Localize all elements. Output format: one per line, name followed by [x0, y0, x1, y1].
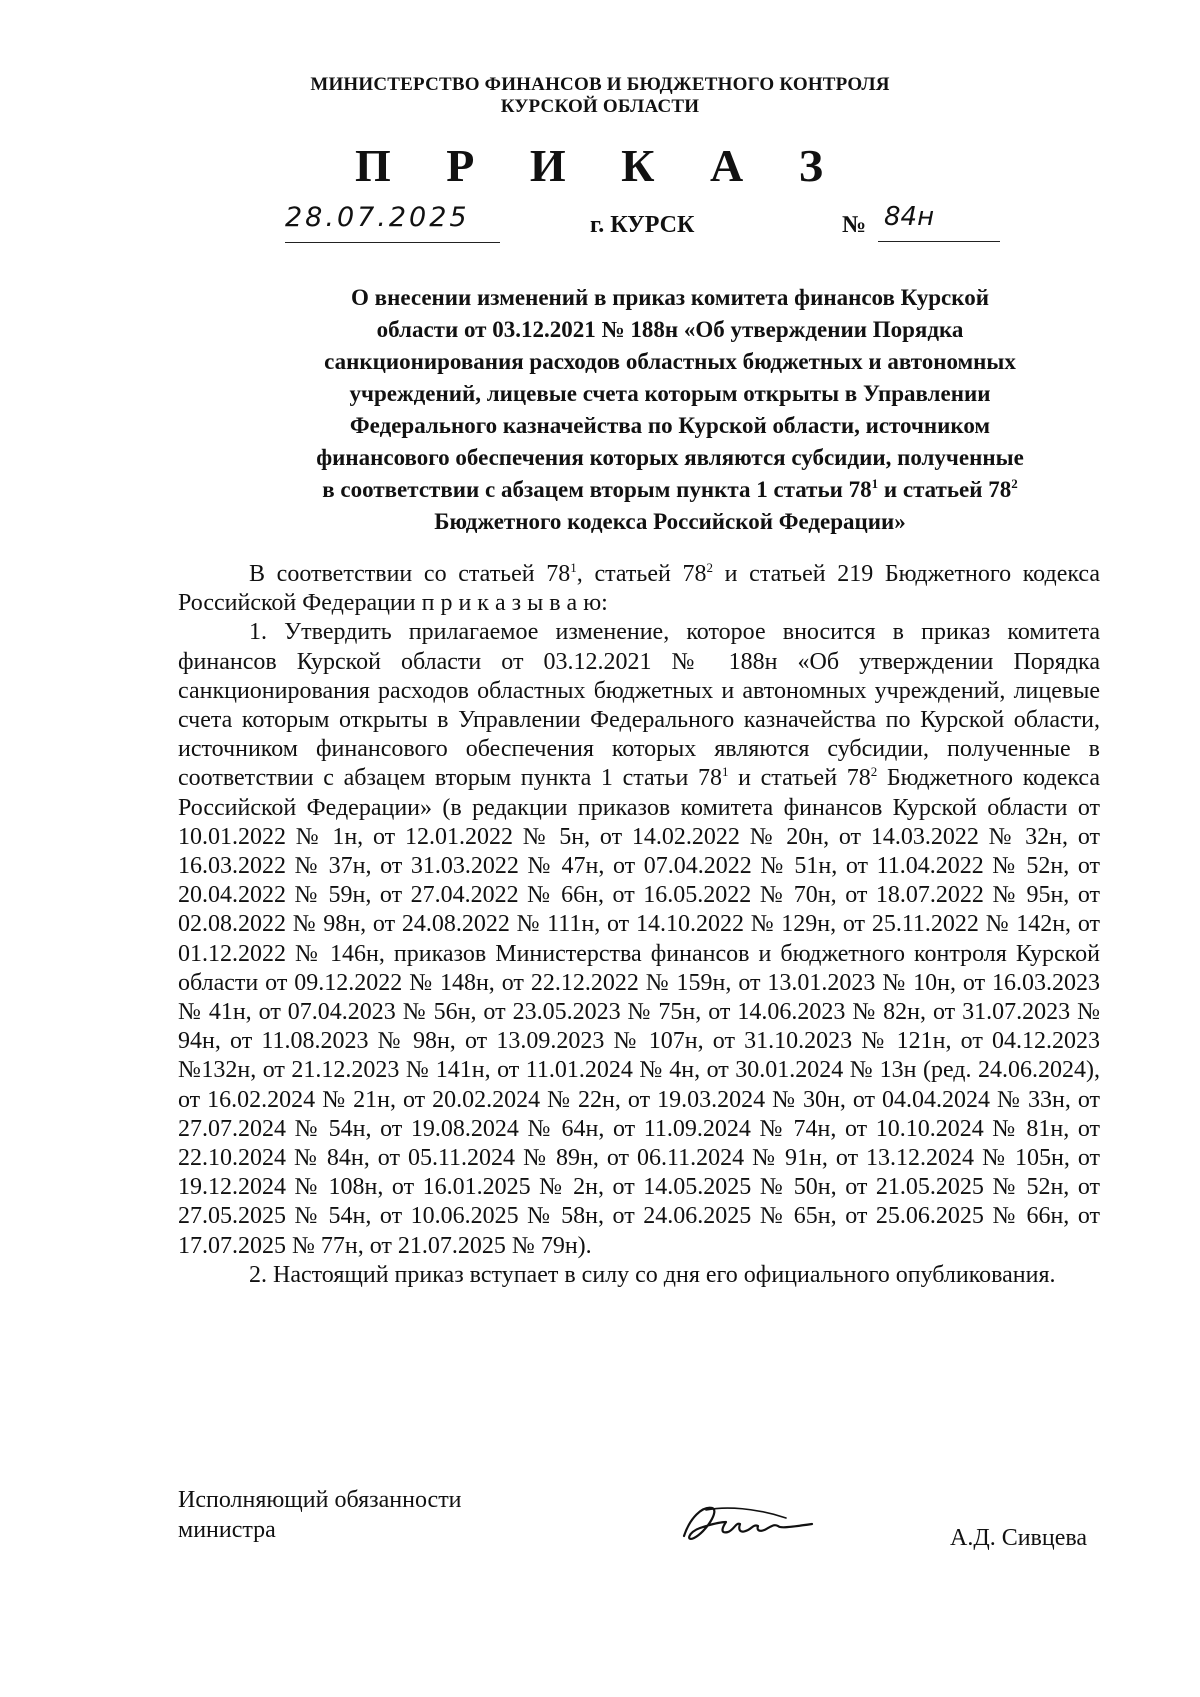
handwritten-signature [676, 1488, 816, 1550]
order-title [240, 282, 1100, 538]
item-1-text: и статьей 78 [728, 765, 871, 792]
title-line: Федерального казначейства по Курской области, источником [349, 413, 991, 438]
item-1-text: 1. Утвердить прилагаемое изменение, которое вносится в приказ комитета финансов Курской области от 03.12.2021 № 188н «Об утверждении Порядка санкционирования расходов областных бюджетных и автономных учреждений, лицевые счета которым открыты в Управлении Федерального казначейства по Курской области, источником финансового обеспечения которых являются субсидии, полученные в соответствии с абзацем вторым пункта 1 статьи 78 [178, 619, 1100, 792]
title-line [240, 474, 1100, 506]
order-body [178, 560, 1100, 1290]
superscript: 1 [570, 560, 577, 575]
ministry-name: МИНИСТЕРСТВО ФИНАНСОВ И БЮДЖЕТНОГО КОНТРОЛЯ [310, 74, 890, 95]
title-text: и статьей 78 [878, 477, 1012, 502]
item-2-paragraph: 2. Настоящий приказ вступает в силу со дня его официального опубликования. [249, 1261, 1056, 1288]
superscript: 2 [706, 560, 714, 575]
superscript: 2 [870, 764, 878, 780]
order-number: 84н [878, 202, 1000, 242]
title-line: области от 03.12.2021 № 188н «Об утверждении Порядка [376, 317, 964, 342]
position-line: министра [178, 1517, 276, 1543]
intro-paragraph [178, 560, 1100, 618]
title-line: О внесении изменений в приказ комитета финансов Курской [351, 285, 989, 310]
title-line: финансового обеспечения которых являются субсидии, полученные [316, 445, 1024, 470]
title-line: учреждений, лицевые счета которым открыты в Управлении [349, 381, 991, 406]
item-1-paragraph [178, 618, 1100, 1260]
item-1-text: Бюджетного кодекса Российской Федерации» (в редакции приказов комитета финансов Курской области от 10.01.2022 № 1н, от 12.01.2022 № 5н, от 14.02.2022 № 20н, от 14.03.2022 № 32н, от 16.03.2022 № 37н, от 31.03.2022 № 47н, от 07.04.2022 № 51н, от 11.04.2022 № 52н, от 20.04.2022 № 59н, от 27.04.2022 № 66н, от 16.05.2022 № 70н, от 18.07.2022 № 95н, от 02.08.2022 № 98н, от 24.08.2022 № 111н, от 14.10.2022 № 129н, от 25.11.2022 № 142н, от 01.12.2022 № 146н, приказов Министерства финансов и бюджетного контроля Курской области от 09.12.2022 № 148н, от 22.12.2022 № 159н, от 13.01.2023 № 10н, от 16.03.2023 № 41н, от 07.04.2023 № 56н, от 23.05.2023 № 75н, от 14.06.2023 № 82н, от 31.07.2023 № 94н, от 11.08.2023 № 98н, от 13.09.2023 № 107н, от 31.10.2023 № 121н, от 04.12.2023 №132н, от 21.12.2023 № 141н, от 11.01.2024 № 4н, от 30.01.2024 № 13н (ред. 24.06.2024), от 16.02.2024 № 21н, от 20.02.2024 № 22н, от 19.03.2024 № 30н, от 04.04.2024 № 33н, от 27.07.2024 № 54н, от 19.08.2024 № 64н, от 11.09.2024 № 74н, от 10.10.2024 № 81н, от 22.10.2024 № 84н, от 05.11.2024 № 89н, от 06.11.2024 № 91н, от 13.12.2024 № 105н, от 19.12.2024 № 108н, от 16.01.2025 № 2н, от 14.05.2025 № 50н, от 21.05.2025 № 52н, от 27.05.2025 № 54н, от 10.06.2025 № 58н, от 24.06.2025 № 65н, от 25.06.2025 № 66н, от 17.07.2025 № 77н, от 21.07.2025 № 79н). [178, 765, 1100, 1259]
ministry-header [0, 74, 1200, 118]
superscript: 2 [1011, 476, 1018, 491]
position-line: Исполняющий обязанности [178, 1487, 462, 1513]
intro-text: В соответствии со статьей 78 [249, 561, 571, 587]
intro-text: , статьей 78 [576, 561, 707, 587]
order-city: г. КУРСК [590, 212, 695, 238]
ministry-region: КУРСКОЙ ОБЛАСТИ [500, 96, 700, 117]
document-type: П Р И К А З [354, 140, 845, 191]
superscript: 1 [871, 476, 879, 491]
order-date: 28.07.2025 [285, 202, 500, 243]
signatory-name: А.Д. Сивцева [950, 1525, 1088, 1551]
signatory-position [178, 1485, 462, 1545]
title-line: Бюджетного кодекса Российской Федерации» [434, 509, 906, 534]
intro-text: и статьей 219 Бюджетного кодекса Российской Федерации п р и к а з ы в а ю: [178, 561, 1101, 617]
superscript: 1 [721, 764, 729, 780]
title-line: санкционирования расходов областных бюджетных и автономных [324, 349, 1016, 374]
order-number-label: № [842, 212, 867, 238]
title-text: в соответствии с абзацем вторым пункта 1 статьи 78 [322, 477, 872, 502]
